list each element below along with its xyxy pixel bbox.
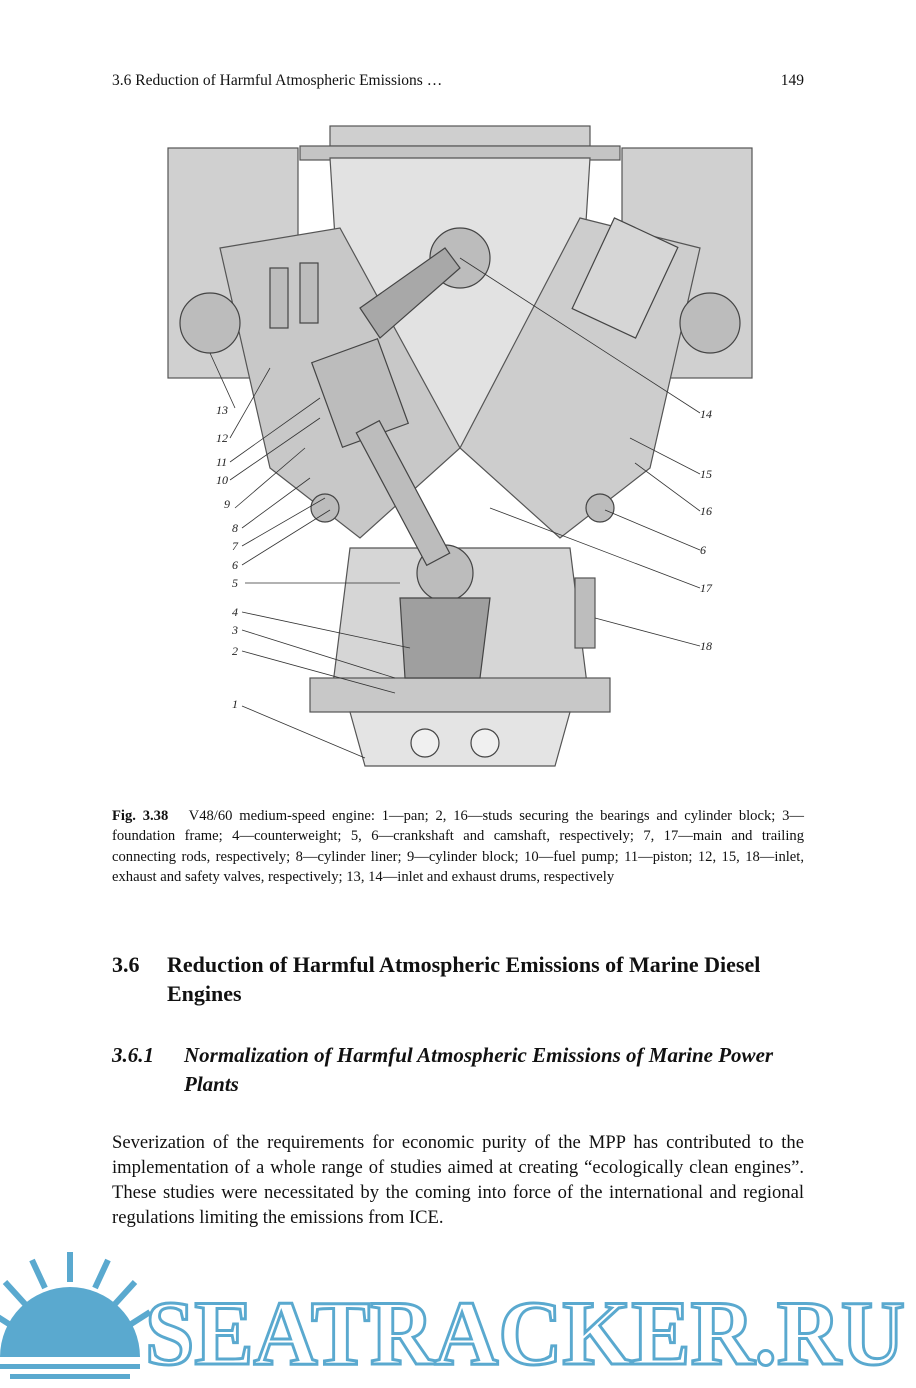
watermark — [0, 1252, 916, 1382]
callout-14: 14 — [700, 407, 712, 421]
subsection-title: Normalization of Harmful Atmospheric Emissions of Marine Power Plants — [184, 1043, 774, 1096]
callout-11: 11 — [216, 455, 228, 469]
callout-13: 13 — [216, 403, 228, 417]
figure-caption — [112, 806, 804, 888]
callout-7: 7 — [232, 539, 238, 553]
callout-4: 4 — [232, 605, 238, 619]
sun-icon — [0, 1252, 150, 1379]
callout-5: 5 — [232, 576, 238, 590]
engine-figure — [160, 118, 760, 798]
callout-18: 18 — [700, 639, 712, 653]
subsection-number: 3.6.1 — [112, 1043, 154, 1067]
figure-label: Fig. 3.38 — [112, 808, 169, 824]
callout-17: 17 — [700, 581, 712, 595]
page-number: 149 — [780, 72, 804, 89]
callout-6-right: 6 — [700, 543, 706, 557]
callout-12: 12 — [216, 431, 228, 445]
body-paragraph: Severization of the requirements for economic purity of the MPP has contributed to the implementation of a whole range of studies aimed at creating “ecologically clean engines”. These studies were necessitated by the coming into force of the international and regional regulations limiting the emissions from ICE. — [112, 1132, 804, 1228]
running-head — [112, 72, 804, 94]
callout-1: 1 — [232, 697, 238, 711]
callout-16: 16 — [700, 504, 712, 518]
figure-caption-text: V48/60 medium-speed engine: 1—pan; 2, 16—studs securing the bearings and cylinder block; 3—foundation frame; 4—counterweight; 5, 6—crankshaft and camshaft, respectively; 7, 17—main and trailing connecting rods, respectively; 8—cylinder liner; 9—cylinder block; 10—fuel pump; 11—piston; 12, 15, 18—inlet, exhaust and safety valves, respectively; 13, 14—inlet and exhaust drums, respectively — [112, 808, 804, 886]
running-head-section: 3.6 Reduction of Harmful Atmospheric Emissions … — [112, 72, 443, 89]
engine-cross-section-drawing — [160, 118, 760, 798]
section-title: Reduction of Harmful Atmospheric Emissions of Marine Diesel Engines — [167, 952, 761, 1006]
watermark-text: SEATRACKER.RU — [145, 1282, 905, 1382]
section-number: 3.6 — [112, 952, 140, 977]
callout-8: 8 — [232, 521, 238, 535]
callout-6-left: 6 — [232, 558, 238, 572]
callout-10: 10 — [216, 473, 228, 487]
callout-3: 3 — [232, 623, 238, 637]
callout-2: 2 — [232, 644, 238, 658]
callout-15: 15 — [700, 467, 712, 481]
callout-9: 9 — [224, 497, 230, 511]
watermark-graphic — [0, 1252, 916, 1382]
